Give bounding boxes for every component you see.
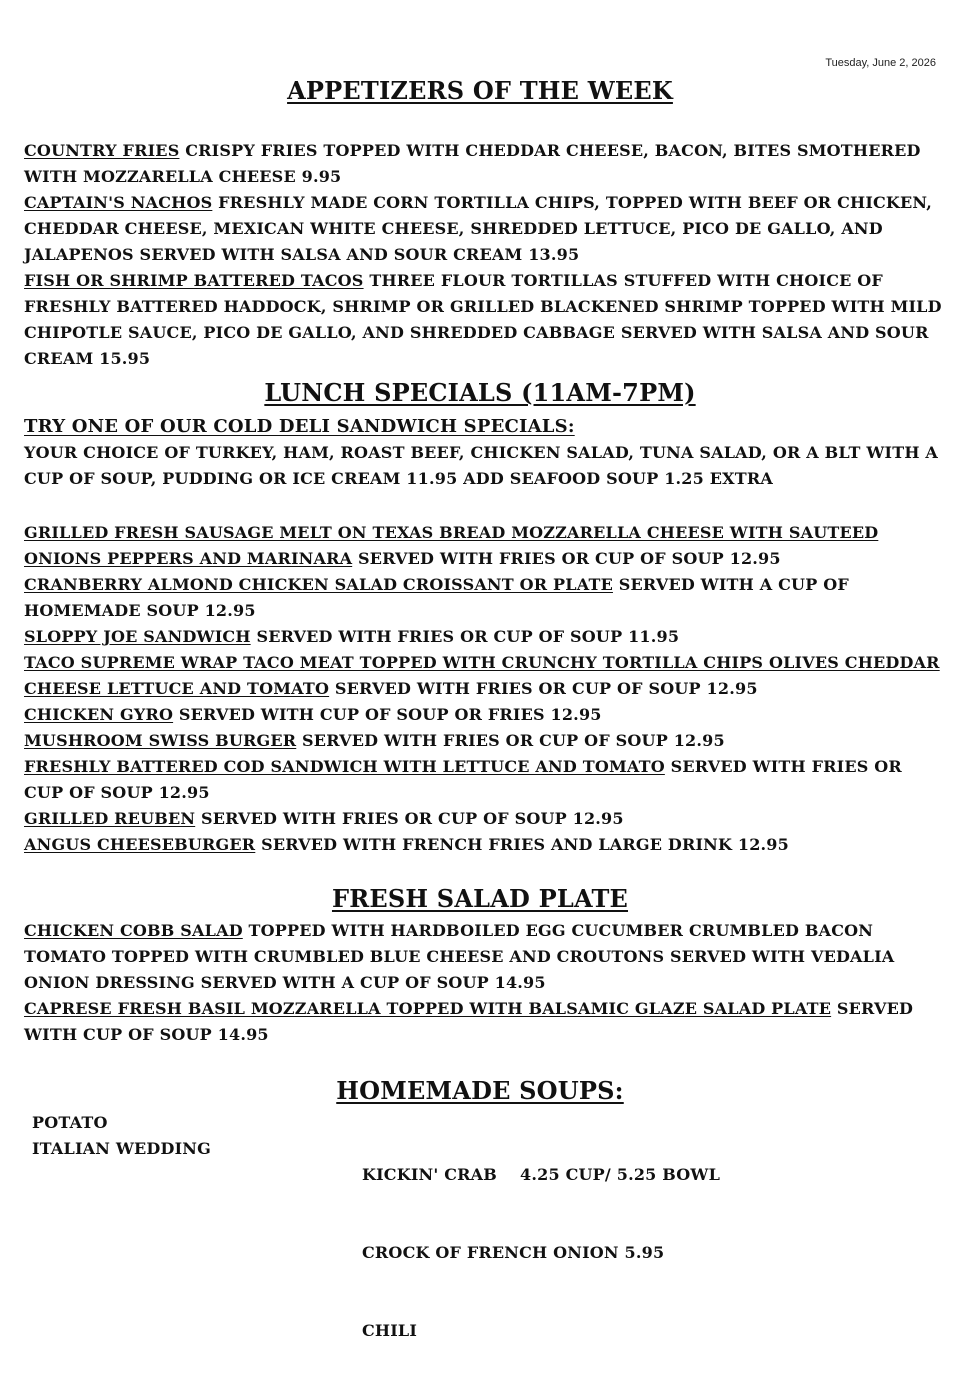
- salad-item: [24, 918, 944, 996]
- soup-item: CROCK OF FRENCH ONION 5.95: [362, 1243, 665, 1262]
- deli-desc: YOUR CHOICE OF TURKEY, HAM, ROAST BEEF, CHICKEN SALAD, TUNA SALAD, OR A BLT WITH A CUP OF SOUP, PUDDING OR ICE CREAM 11.95 ADD SEAFOOD SOUP 1.25 EXTRA: [24, 443, 939, 488]
- soup-item: ITALIAN WEDDING: [32, 1139, 211, 1158]
- appetizer-desc: CRISPY FRIES TOPPED WITH CHEDDAR CHEESE, BACON, BITES SMOTHERED WITH MOZZARELLA CHEESE 9.95: [24, 141, 921, 186]
- lunch-item: [24, 754, 944, 806]
- salad-item-desc: TOPPED WITH HARDBOILED EGG CUCUMBER CRUMBLED BACON TOMATO TOPPED WITH CRUMBLED BLUE CHEESE AND CROUTONS SERVED WITH VEDALIA ONION DRESSING SERVED WITH A CUP OF SOUP 14.95: [24, 921, 895, 992]
- appetizer-name: COUNTRY FRIES: [24, 141, 180, 160]
- lunch-item-desc: SERVED WITH FRIES OR CUP OF SOUP 11.95: [256, 627, 680, 646]
- salad-item-desc: SERVED WITH CUP OF SOUP 14.95: [24, 999, 914, 1044]
- lunch-item: [24, 572, 944, 624]
- appetizer-item: [24, 190, 944, 268]
- appetizer-desc: FRESHLY MADE CORN TORTILLA CHIPS, TOPPED WITH BEEF OR CHICKEN, CHEDDAR CHEESE, MEXICAN WHITE CHEESE, SHREDDED LETTUCE, PICO DE GALLO, AND JALAPENOS SERVED WITH SALSA AND SOUR CREAM 13.95: [24, 193, 933, 264]
- salad-list: [24, 918, 944, 1048]
- salad-item-name: CHICKEN COBB SALAD: [24, 921, 243, 940]
- lunch-item: [24, 520, 944, 572]
- lunch-item-desc: SERVED WITH CUP OF SOUP OR FRIES 12.95: [178, 705, 602, 724]
- appetizer-desc: THREE FLOUR TORTILLAS STUFFED WITH CHOICE OF FRESHLY BATTERED HADDOCK, SHRIMP OR GRILLED BLACKENED SHRIMP TOPPED WITH MILD CHIPOTLE SAUCE, PICO DE GALLO, AND SHREDDED CABBAGE SERVED WITH SALSA AND SOUR CREAM 15.95: [24, 271, 942, 368]
- deli-heading: TRY ONE OF OUR COLD DELI SANDWICH SPECIALS:: [24, 416, 575, 437]
- salad-item-name: CAPRESE FRESH BASIL MOZZARELLA TOPPED WITH BALSAMIC GLAZE SALAD PLATE: [24, 999, 832, 1018]
- lunch-item-desc: SERVED WITH FRIES OR CUP OF SOUP 12.95: [200, 809, 624, 828]
- soups-right-column: [362, 1110, 720, 1396]
- appetizers-title: APPETIZERS OF THE WEEK: [287, 76, 673, 105]
- soups-left-column: [32, 1110, 211, 1162]
- lunch-item: [24, 702, 944, 728]
- lunch-item: [24, 832, 944, 858]
- salad-title: FRESH SALAD PLATE: [331, 884, 629, 913]
- appetizer-item: [24, 138, 944, 190]
- soup-item: KICKIN' CRAB 4.25 CUP/ 5.25 BOWL: [362, 1165, 721, 1184]
- appetizers-list: [24, 138, 944, 372]
- salad-item: [24, 996, 944, 1048]
- lunch-item-name: TACO SUPREME WRAP TACO MEAT TOPPED WITH CRUNCHY TORTILLA CHIPS OLIVES CHEDDAR CHEESE LETTUCE AND TOMATO: [24, 653, 940, 698]
- lunch-title: LUNCH SPECIALS (11AM-7PM): [264, 378, 696, 407]
- lunch-item-name: CHICKEN GYRO: [24, 705, 174, 724]
- lunch-item-desc: SERVED WITH A CUP OF HOMEMADE SOUP 12.95: [24, 575, 849, 620]
- soup-item: POTATO: [32, 1113, 108, 1132]
- lunch-item-desc: SERVED WITH FRIES OR CUP OF SOUP 12.95: [357, 549, 781, 568]
- soup-item: CHILI: [362, 1321, 418, 1340]
- appetizer-name: FISH OR SHRIMP BATTERED TACOS: [24, 271, 364, 290]
- soups-title: HOMEMADE SOUPS:: [336, 1076, 624, 1105]
- lunch-item-desc: SERVED WITH FRIES OR CUP OF SOUP 12.95: [24, 757, 902, 802]
- menu-date: Tuesday, June 2, 2026: [825, 57, 936, 69]
- lunch-item-name: ANGUS CHEESEBURGER: [24, 835, 256, 854]
- lunch-item-name: GRILLED FRESH SAUSAGE MELT ON TEXAS BREAD MOZZARELLA CHEESE WITH SAUTEED ONIONS PEPPERS AND MARINARA: [24, 523, 879, 568]
- appetizer-name: CAPTAIN'S NACHOS: [24, 193, 213, 212]
- lunch-item: [24, 624, 944, 650]
- lunch-item-name: GRILLED REUBEN: [24, 809, 196, 828]
- lunch-list: [24, 520, 944, 858]
- lunch-item-name: MUSHROOM SWISS BURGER: [24, 731, 297, 750]
- deli-section: [24, 414, 944, 492]
- lunch-item-desc: SERVED WITH FRIES OR CUP OF SOUP 12.95: [334, 679, 758, 698]
- lunch-item: [24, 728, 944, 754]
- lunch-item-name: FRESHLY BATTERED COD SANDWICH WITH LETTUCE AND TOMATO: [24, 757, 665, 776]
- lunch-item: [24, 806, 944, 832]
- lunch-item-name: SLOPPY JOE SANDWICH: [24, 627, 251, 646]
- lunch-item-name: CRANBERRY ALMOND CHICKEN SALAD CROISSANT OR PLATE: [24, 575, 613, 594]
- lunch-item-desc: SERVED WITH FRIES OR CUP OF SOUP 12.95: [302, 731, 725, 750]
- lunch-item-desc: SERVED WITH FRENCH FRIES AND LARGE DRINK 12.95: [261, 835, 789, 854]
- lunch-item: [24, 650, 944, 702]
- appetizer-item: [24, 268, 944, 372]
